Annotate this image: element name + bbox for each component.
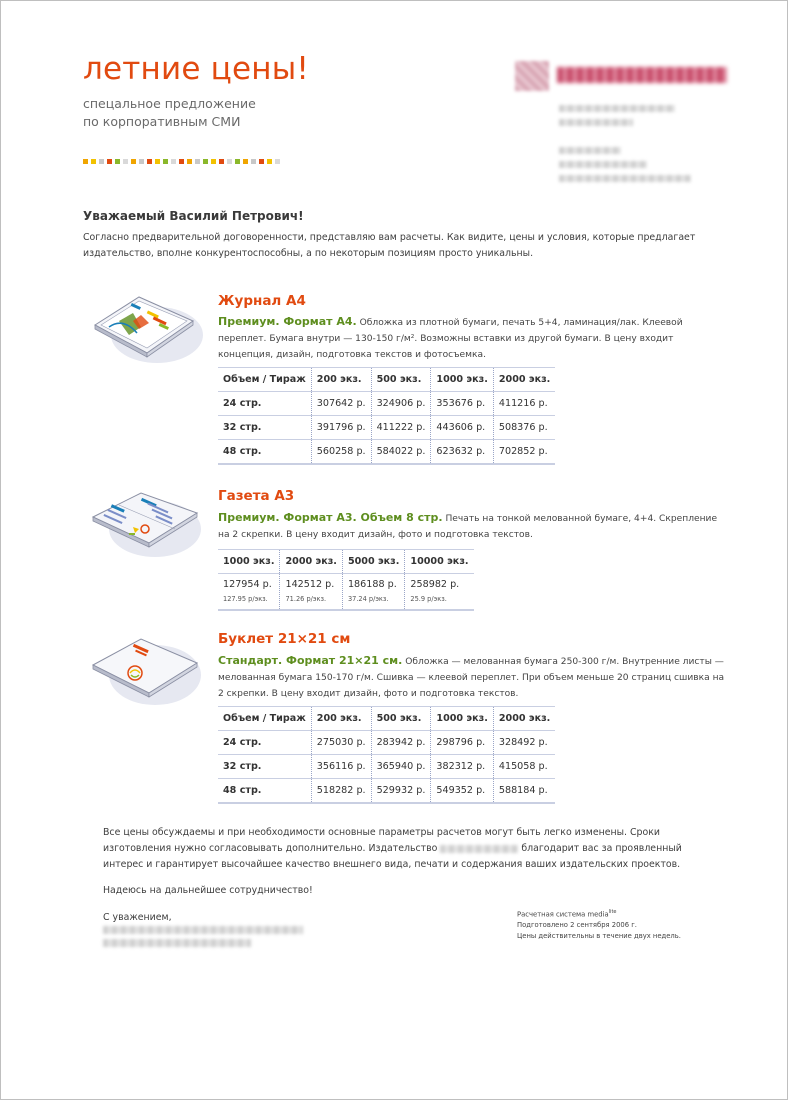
column-header: 1000 экз. xyxy=(431,707,493,731)
decorative-dot xyxy=(171,159,176,164)
meta-prepared: Подготовлено 2 сентября 2006 г. xyxy=(517,921,637,930)
column-header: 5000 экз. xyxy=(342,550,404,574)
table-row xyxy=(218,779,555,803)
price-table-magazine xyxy=(218,367,555,465)
table-row xyxy=(218,755,555,779)
closing-text xyxy=(103,825,723,873)
page-title: летние цены! xyxy=(83,51,310,87)
price-table-newspaper xyxy=(218,549,474,611)
decorative-dot xyxy=(179,159,184,164)
closing-part-1: Все цены обсуждаемы и при необходимости основные параметры расчетов могут быть легко изменены. Сроки изготовления нужно согласовывать дополнительно. Издательство xyxy=(103,827,660,854)
price-cell: 549352 р. xyxy=(431,779,493,803)
decorative-dot xyxy=(235,159,240,164)
price-cell: 275030 р. xyxy=(311,731,371,755)
price-cell xyxy=(280,574,342,610)
table-row xyxy=(218,392,555,416)
decorative-dot xyxy=(115,159,120,164)
meta-validity: Цены действительны в течение двух недель. xyxy=(517,932,681,941)
section-desc-newspaper xyxy=(218,510,728,543)
table-row xyxy=(218,416,555,440)
blurred-signature-line xyxy=(103,939,251,947)
decorative-dot xyxy=(267,159,272,164)
table-row xyxy=(218,731,555,755)
decorative-dot xyxy=(227,159,232,164)
system-meta xyxy=(517,907,681,942)
decorative-dot xyxy=(155,159,160,164)
decorative-dot xyxy=(275,159,280,164)
newspaper-icon xyxy=(89,483,204,567)
price-cell: 356116 р. xyxy=(311,755,371,779)
price-table-booklet xyxy=(218,706,555,804)
blurred-contact-line xyxy=(559,147,621,154)
price-cell: 391796 р. xyxy=(311,416,371,440)
price-cell: 298796 р. xyxy=(431,731,493,755)
blurred-company-name xyxy=(440,845,518,853)
price-value: 258982 р. xyxy=(410,579,460,590)
row-label: 32 стр. xyxy=(218,755,311,779)
column-header: Объем / Тираж xyxy=(218,368,311,392)
section-title-booklet: Буклет 21×21 см xyxy=(218,631,351,647)
column-header: 2000 экз. xyxy=(493,368,555,392)
price-cell: 508376 р. xyxy=(493,416,555,440)
blurred-contact-line xyxy=(559,161,647,168)
decorative-dot xyxy=(123,159,128,164)
blurred-contact-line xyxy=(559,105,675,112)
subtitle-line-1: спецальное предложение xyxy=(83,96,256,111)
section-desc-magazine xyxy=(218,314,728,363)
section-desc-booklet xyxy=(218,653,728,702)
column-header: 2000 экз. xyxy=(280,550,342,574)
decorative-dot xyxy=(211,159,216,164)
column-header: 1000 экз. xyxy=(431,368,493,392)
decorative-dot xyxy=(107,159,112,164)
price-cell: 382312 р. xyxy=(431,755,493,779)
decorative-dot xyxy=(259,159,264,164)
column-header: Объем / Тираж xyxy=(218,707,311,731)
column-header: 500 экз. xyxy=(371,368,431,392)
decorative-dot xyxy=(83,159,88,164)
column-header: 200 экз. xyxy=(311,368,371,392)
logo-mark-icon xyxy=(515,61,549,91)
company-logo xyxy=(515,59,729,93)
per-copy-price: 71.26 р/экз. xyxy=(285,595,327,603)
meta-system-sup: lite xyxy=(608,909,617,915)
row-label: 32 стр. xyxy=(218,416,311,440)
blurred-signature-line xyxy=(103,926,303,934)
column-header: 2000 экз. xyxy=(493,707,555,731)
price-cell xyxy=(405,574,474,610)
per-copy-price: 37.24 р/экз. xyxy=(347,595,389,603)
price-cell: 443606 р. xyxy=(431,416,493,440)
section-lead: Стандарт. Формат 21×21 см. xyxy=(218,654,403,667)
magazine-icon xyxy=(89,285,204,369)
decorative-dot xyxy=(131,159,136,164)
greeting: Уважаемый Василий Петрович! xyxy=(83,209,304,223)
price-cell: 529932 р. xyxy=(371,779,431,803)
section-title-magazine: Журнал А4 xyxy=(218,293,306,309)
price-cell: 702852 р. xyxy=(493,440,555,464)
decorative-dot xyxy=(243,159,248,164)
section-desc-text: Обложка из плотной бумаги, печать 5+4, ламинация/лак. Клеевой переплет. Бумага внутри — 130-150 г/м². Возможны вставки из другой бумаги. В цену входит концепция, дизайн, подготовка текстов и фотосъемка. xyxy=(218,318,683,360)
decorative-dot xyxy=(91,159,96,164)
price-cell: 411222 р. xyxy=(371,416,431,440)
row-label: 24 стр. xyxy=(218,731,311,755)
price-value: 186188 р. xyxy=(347,579,397,590)
meta-system: Расчетная система media$^{lite}$ xyxy=(517,909,617,919)
column-header: 500 экз. xyxy=(371,707,431,731)
decorative-dot xyxy=(99,159,104,164)
per-copy-price: 127.95 р/экз. xyxy=(223,595,268,603)
section-desc-text: Обложка — мелованная бумага 250-300 г/м. Внутренние листы — мелованная бумага 150-170 г/м. Сшивка — клеевой переплет. При объем меньше 20 страниц сшивка на 2 скрепки. В цену входит дизайн, фото и подготовка текстов. xyxy=(218,657,725,699)
logo-wordmark xyxy=(557,67,727,83)
price-cell: 584022 р. xyxy=(371,440,431,464)
decorative-dot xyxy=(251,159,256,164)
table-row xyxy=(218,440,555,464)
decorative-dot xyxy=(139,159,144,164)
decorative-dot xyxy=(195,159,200,164)
decorative-dots xyxy=(83,159,283,164)
row-label: 48 стр. xyxy=(218,440,311,464)
section-title-newspaper: Газета А3 xyxy=(218,488,295,504)
table-row xyxy=(218,574,474,610)
decorative-dot xyxy=(219,159,224,164)
decorative-dot xyxy=(147,159,152,164)
blurred-contact-line xyxy=(559,119,633,126)
price-cell xyxy=(218,574,280,610)
price-cell: 328492 р. xyxy=(493,731,555,755)
decorative-dot xyxy=(187,159,192,164)
price-value: 142512 р. xyxy=(285,579,335,590)
price-cell: 560258 р. xyxy=(311,440,371,464)
section-desc-text: Печать на тонкой мелованной бумаге, 4+4. Скрепление на 2 скрепки. В цену входит дизайн, фото и подготовка текстов. xyxy=(218,514,718,540)
row-label: 24 стр. xyxy=(218,392,311,416)
column-header: 1000 экз. xyxy=(218,550,280,574)
row-label: 48 стр. xyxy=(218,779,311,803)
booklet-icon xyxy=(89,625,204,713)
price-cell xyxy=(342,574,404,610)
price-cell: 324906 р. xyxy=(371,392,431,416)
closing-regards: С уважением, xyxy=(103,912,172,923)
price-cell: 518282 р. xyxy=(311,779,371,803)
section-lead: Премиум. Формат А4. xyxy=(218,315,357,328)
price-cell: 283942 р. xyxy=(371,731,431,755)
intro-text: Согласно предварительной договоренности, представляю вам расчеты. Как видите, цены и условия, которые предлагает издательство, вполне конкурентоспособны, а по некоторым позициям просто уникальны. xyxy=(83,232,696,259)
price-cell: 307642 р. xyxy=(311,392,371,416)
decorative-dot xyxy=(203,159,208,164)
closing-part-2: благодарит вас за проявленный интерес и гарантирует высочайшее качество внешнего вида, печати и содержания ваших издательских проектов. xyxy=(103,843,682,870)
price-cell: 415058 р. xyxy=(493,755,555,779)
column-header: 10000 экз. xyxy=(405,550,474,574)
price-cell: 353676 р. xyxy=(431,392,493,416)
subtitle-line-2: по корпоративным СМИ xyxy=(83,114,241,129)
blurred-contact-line xyxy=(559,175,691,182)
decorative-dot xyxy=(163,159,168,164)
price-cell: 411216 р. xyxy=(493,392,555,416)
section-lead: Премиум. Формат А3. Объем 8 стр. xyxy=(218,511,443,524)
column-header: 200 экз. xyxy=(311,707,371,731)
price-cell: 588184 р. xyxy=(493,779,555,803)
page-subtitle xyxy=(83,95,256,131)
price-value: 127954 р. xyxy=(223,579,272,590)
per-copy-price: 25.9 р/экз. xyxy=(410,595,447,603)
closing-hope: Надеюсь на дальнейшее сотрудничество! xyxy=(103,885,313,896)
price-cell: 623632 р. xyxy=(431,440,493,464)
price-cell: 365940 р. xyxy=(371,755,431,779)
